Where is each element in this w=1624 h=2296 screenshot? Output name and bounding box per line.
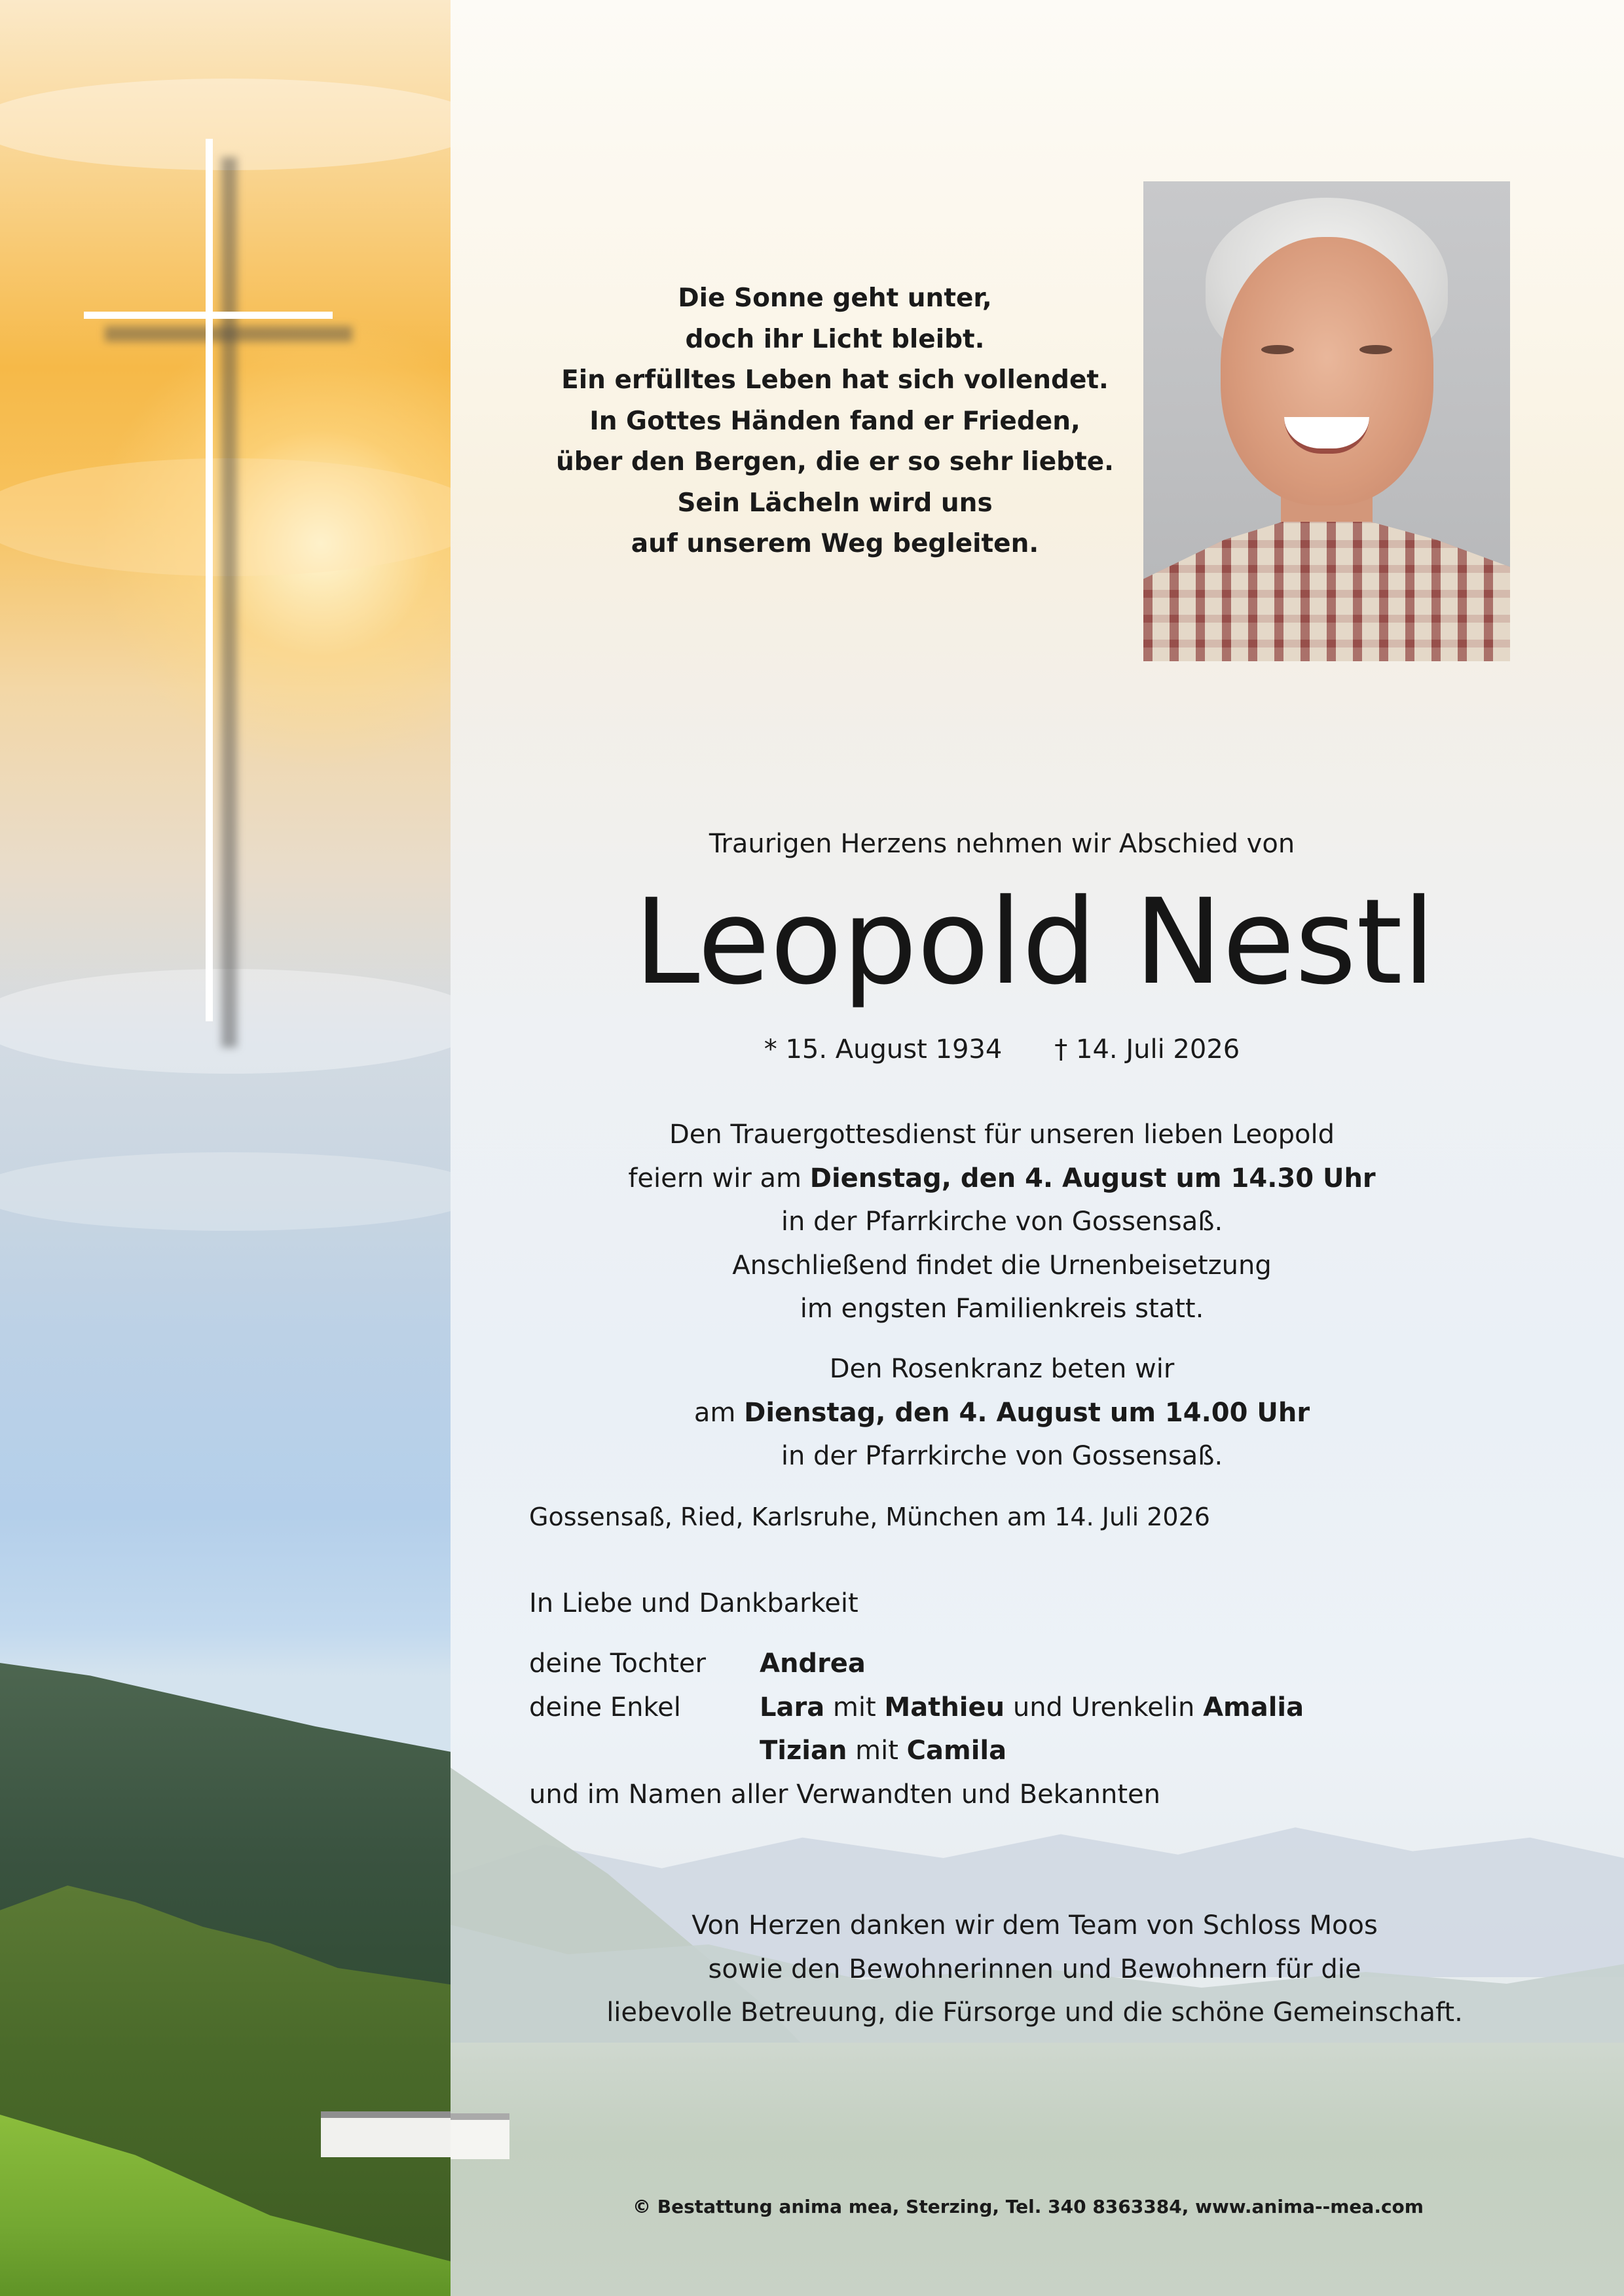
family-member-name: Amalia — [1203, 1692, 1304, 1722]
funeral-home-footer: © Bestattung anima mea, Sterzing, Tel. 340 8363384, www.anima--mea.com — [633, 2196, 1424, 2217]
rosary-info — [589, 1347, 1414, 1478]
service-text: feiern wir am — [628, 1163, 810, 1194]
cross-shadow — [105, 326, 352, 342]
family-member-name: Tizian — [760, 1736, 847, 1766]
cross-shadow — [221, 157, 237, 1048]
rosary-text: am — [693, 1397, 745, 1428]
family-row-grandchildren — [529, 1686, 1511, 1730]
family-closing: und im Namen aller Verwandten und Bekannten — [529, 1779, 1161, 1810]
mourners-list — [529, 1642, 1511, 1816]
family-relation-label: deine Tochter — [529, 1649, 706, 1679]
portrait-eye — [1261, 345, 1294, 354]
service-line: im engsten Familienkreis statt. — [800, 1294, 1204, 1324]
family-relation-label: deine Enkel — [529, 1692, 681, 1722]
family-connector: mit — [847, 1736, 907, 1766]
service-line — [589, 1157, 1414, 1201]
death-date: † 14. Juli 2026 — [1054, 1034, 1240, 1065]
poem — [544, 278, 1126, 565]
love-and-gratitude: In Liebe und Dankbarkeit — [529, 1588, 858, 1618]
family-connector: und Urenkelin — [1005, 1692, 1204, 1722]
family-member-name: Lara — [760, 1692, 825, 1722]
family-row-grandchildren-2 — [529, 1729, 1511, 1773]
poem-line: doch ihr Licht bleibt. — [685, 324, 985, 354]
rosary-datetime: Dienstag, den 4. August um 14.00 Uhr — [744, 1397, 1310, 1428]
portrait-plaid-shirt — [1143, 522, 1510, 661]
house — [451, 2113, 509, 2159]
poem-line: auf unserem Weg begleiten. — [631, 529, 1039, 558]
poem-line: In Gottes Händen fand er Frieden, — [589, 406, 1080, 436]
rosary-line: Den Rosenkranz beten wir — [829, 1354, 1175, 1384]
life-dates — [655, 1034, 1349, 1065]
thanks-line: sowie den Bewohnerinnen und Bewohnern für die — [708, 1954, 1361, 1984]
portrait-face — [1221, 237, 1433, 505]
family-connector: mit — [824, 1692, 885, 1722]
service-datetime: Dienstag, den 4. August um 14.30 Uhr — [809, 1163, 1376, 1194]
intro-text: Traurigen Herzens nehmen wir Abschied von — [709, 829, 1295, 859]
cross-icon-crossbar — [84, 312, 333, 319]
service-line: in der Pfarrkirche von Gossensaß. — [781, 1207, 1223, 1237]
family-member-name: Andrea — [760, 1649, 866, 1679]
poem-line: Die Sonne geht unter, — [678, 283, 992, 313]
birth-date: * 15. August 1934 — [764, 1034, 1003, 1065]
rosary-line: in der Pfarrkirche von Gossensaß. — [781, 1441, 1223, 1471]
service-line: Anschließend findet die Urnenbeisetzung — [732, 1250, 1272, 1281]
portrait-eye — [1359, 345, 1392, 354]
place-and-date: Gossensaß, Ried, Karlsruhe, München am 14. Juli 2026 — [529, 1503, 1210, 1531]
valley — [451, 2043, 1624, 2296]
cross-icon — [206, 139, 213, 1021]
portrait-photo — [1143, 181, 1510, 661]
rosary-line — [589, 1391, 1414, 1435]
cloud — [0, 1152, 451, 1231]
funeral-service-info — [589, 1113, 1414, 1331]
poem-line: Ein erfülltes Leben hat sich vollendet. — [561, 365, 1109, 395]
family-member-name: Mathieu — [884, 1692, 1005, 1722]
service-line: Den Trauergottesdienst für unseren lieben Leopold — [669, 1120, 1335, 1150]
cloud — [0, 79, 451, 170]
poem-line: Sein Lächeln wird uns — [677, 488, 993, 518]
house — [321, 2111, 451, 2157]
thanks-line: liebevolle Betreuung, die Fürsorge und die schöne Gemeinschaft. — [606, 1997, 1463, 2028]
family-row-daughter — [529, 1642, 1511, 1686]
poem-line: über den Bergen, die er so sehr liebte. — [555, 447, 1114, 477]
thanks-line: Von Herzen danken wir dem Team von Schloss Moos — [692, 1910, 1378, 1941]
deceased-name: Leopold Nestl — [634, 874, 1435, 1011]
family-member-name: Camila — [906, 1736, 1007, 1766]
thanks-note — [563, 1904, 1506, 2035]
